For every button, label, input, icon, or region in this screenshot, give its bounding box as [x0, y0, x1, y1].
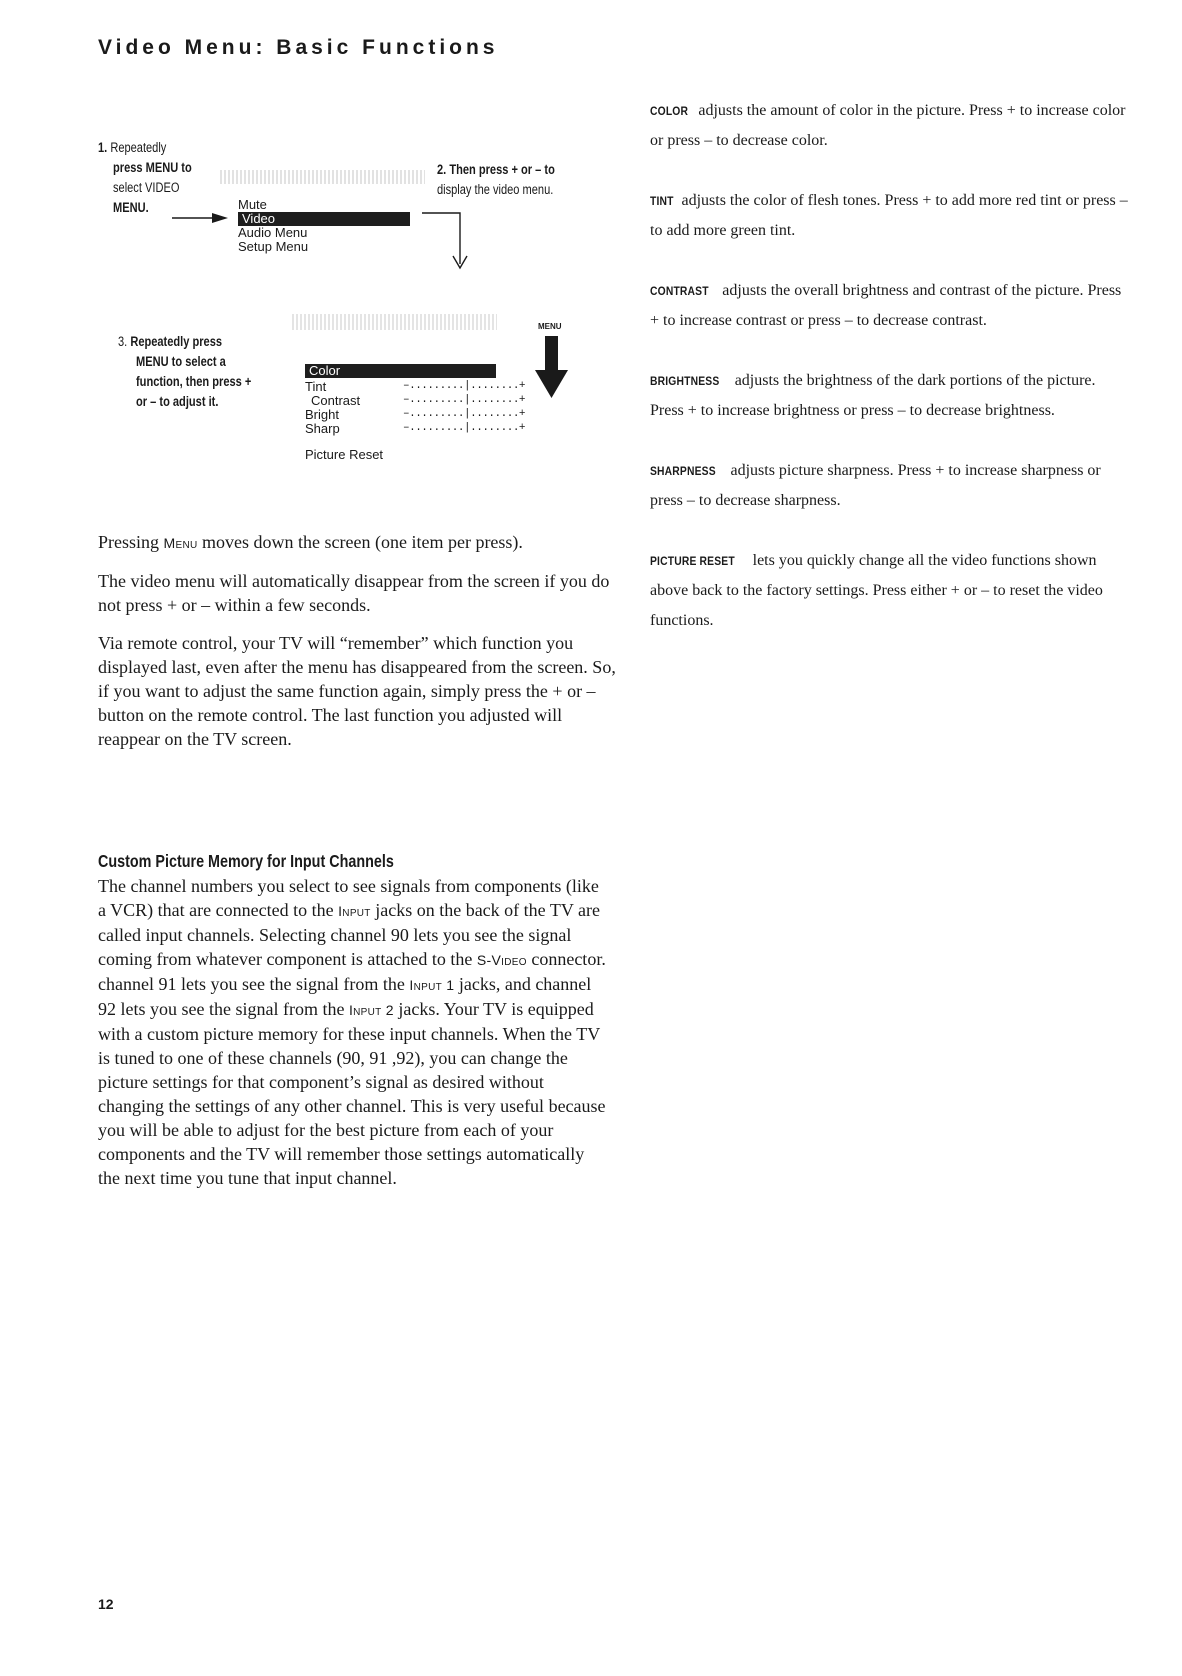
menu-item-mute: Mute	[238, 197, 267, 212]
input-key: Input	[338, 903, 371, 919]
def-contrast: adjusts the overall brightness and contrast of the picture. Press + to increase contrast or press – to decrease contrast.	[650, 282, 1122, 329]
video-menu-item-sharp: Sharp	[305, 421, 340, 436]
arrow-down-icon	[534, 336, 570, 402]
paragraph-remember: Via remote control, your TV will “remember” which function you displayed last, even after the menu has disappeared from the screen. So, if you want to adjust the same function again, simply press the + or – button on the remote control. The last function you adjusted will reappear on the TV screen.	[98, 633, 616, 749]
custom-t4: jacks, and channel 92 lets you see the signal from the	[98, 974, 592, 1019]
input1-key: Input 1	[409, 977, 455, 993]
step-2-line1: Then press + or – to	[449, 162, 555, 177]
step-3-line1: Repeatedly press	[130, 334, 223, 349]
term-contrast: CONTRAST	[650, 284, 709, 298]
left-body	[98, 530, 618, 751]
video-menu-row-sharp	[305, 421, 526, 436]
step-1-line4: MENU.	[113, 200, 149, 215]
page-number: 12	[98, 1596, 114, 1612]
input2-key: Input 2	[348, 1002, 394, 1018]
menu-key-text: Menu	[163, 535, 198, 551]
step-3	[118, 332, 277, 412]
step-1-line3: select VIDEO	[113, 180, 180, 195]
video-menu-item-color: Color	[305, 364, 496, 378]
p1-before: Pressing	[98, 532, 164, 552]
paragraph-auto-disappear: The video menu will automatically disappear from the screen if you do not press + or – within a few seconds.	[98, 571, 610, 615]
step-2-line2: display the video menu.	[437, 182, 554, 197]
menu-key-label: MENU	[538, 322, 562, 331]
video-menu-item-tint: Tint	[305, 379, 327, 394]
custom-body	[98, 874, 608, 1190]
step-1-line2: press MENU to	[113, 160, 192, 175]
video-menu-item-bright: Bright	[305, 407, 339, 422]
p1-after: moves down the screen (one item per press).	[197, 532, 523, 552]
menu-item-audio: Audio Menu	[238, 225, 308, 240]
menu-item-video: Video	[238, 212, 410, 226]
step-3-line2: MENU to select a	[136, 354, 226, 369]
term-sharpness: SHARPNESS	[650, 464, 716, 478]
step-2-number: 2.	[437, 162, 447, 177]
contrast-slider: –.........|........+	[403, 394, 526, 406]
custom-heading: Custom Picture Memory for Input Channels	[98, 851, 394, 871]
custom-section	[98, 850, 608, 1190]
page-title: Video Menu: Basic Functions	[98, 36, 499, 59]
definition-picture-reset	[650, 546, 1130, 636]
step-3-number: 3.	[118, 334, 128, 349]
video-menu-row-bright	[305, 407, 526, 422]
bend-arrow-icon	[420, 210, 480, 272]
def-sharpness: adjusts picture sharpness. Press + to increase sharpness or press – to decrease sharpness.	[650, 462, 1101, 509]
definition-sharpness	[650, 456, 1130, 516]
term-picture-reset: PICTURE RESET	[650, 554, 735, 568]
custom-t3: connector. channel 91 lets you see the signal from the	[98, 949, 606, 994]
video-menu	[305, 363, 526, 462]
step-3-line3: function, then press +	[136, 374, 252, 389]
svideo-key: S-Video	[476, 952, 527, 968]
term-brightness: BRIGHTNESS	[650, 374, 720, 388]
def-brightness: adjusts the brightness of the dark portions of the picture. Press + to increase brightness or press – to decrease brightness.	[650, 372, 1096, 419]
video-menu-dither-top	[292, 314, 497, 330]
video-menu-item-contrast: Contrast	[311, 393, 361, 408]
definition-tint	[650, 186, 1130, 246]
main-menu	[238, 198, 410, 254]
step-2	[437, 160, 581, 200]
definition-brightness	[650, 366, 1130, 426]
term-tint: TINT	[650, 194, 674, 208]
video-menu-row-contrast	[305, 393, 526, 408]
step-1-number: 1.	[98, 140, 108, 155]
menu-dither-top	[220, 170, 425, 184]
video-menu-row-tint	[305, 379, 526, 394]
step-3-line4: or – to adjust it.	[136, 394, 219, 409]
definitions	[650, 96, 1130, 636]
paragraph-menu-moves	[98, 530, 618, 555]
def-picture-reset: lets you quickly change all the video functions shown above back to the factory settings. Press either + or – to reset the video functions.	[650, 552, 1103, 629]
video-menu-item-picture-reset: Picture Reset	[305, 447, 384, 462]
step-1	[98, 138, 209, 218]
sharp-slider: –.........|........+	[403, 422, 526, 434]
term-color: COLOR	[650, 104, 689, 118]
def-color: adjusts the amount of color in the picture. Press + to increase color or press – to decrease color.	[650, 102, 1126, 149]
custom-t5: jacks. Your TV is equipped with a custom picture memory for these input channels. When the TV is tuned to one of these channels (90, 91 ,92), you can change the picture settings for that component’s signal as desired without changing the settings of any other channel. This is very useful because you will be able to adjust for the best picture from each of your components and the TV will remember those settings automatically the next time you tune that input channel.	[98, 999, 606, 1188]
custom-t1: The channel numbers you select to see signals from components (like a VCR) that are connected to the	[98, 876, 599, 920]
bright-slider: –.........|........+	[403, 408, 526, 420]
definition-contrast	[650, 276, 1130, 336]
menu-item-setup: Setup Menu	[238, 239, 309, 254]
definition-color	[650, 96, 1130, 156]
def-tint: adjusts the color of flesh tones. Press + to add more red tint or press – to add more green tint.	[650, 192, 1128, 239]
arrow-right-icon	[172, 212, 232, 224]
step-1-line1: Repeatedly	[110, 140, 167, 155]
custom-t2: jacks on the back of the TV are called input channels. Selecting channel 90 lets you see the signal coming from whatever component is attached to the	[98, 900, 600, 969]
tint-slider: –.........|........+	[403, 380, 526, 392]
